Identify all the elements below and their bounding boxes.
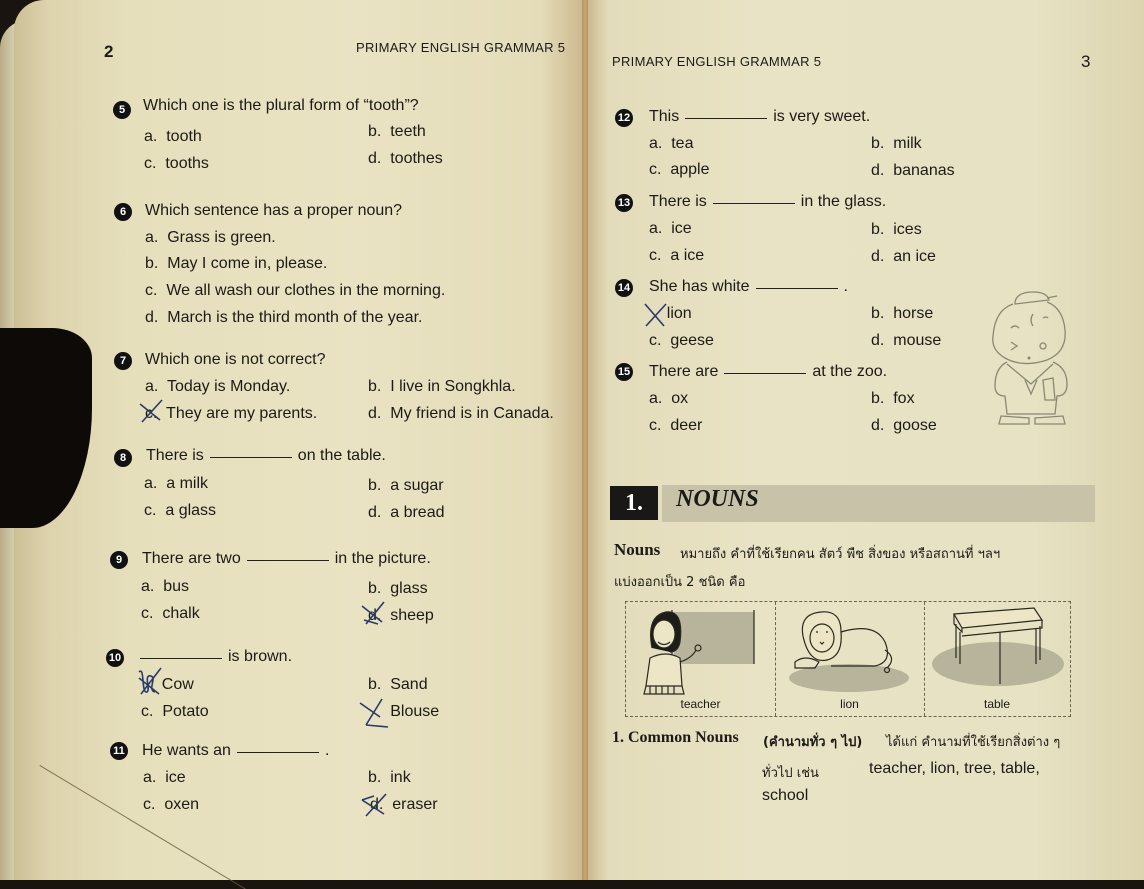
q5-option-d[interactable]: d. toothes <box>368 150 443 167</box>
intro-line-2: แบ่งออกเป็น 2 ชนิด คือ <box>614 575 746 590</box>
q15-option-b[interactable]: b. fox <box>871 390 915 407</box>
q14-option-b[interactable]: b. horse <box>871 305 934 322</box>
q7-option-b[interactable]: b. I live in Songkhla. <box>368 378 516 395</box>
question-number-badge: 10 <box>106 649 124 667</box>
q13-option-a[interactable]: a. ice <box>649 220 692 237</box>
common-nouns-examples-2: school <box>762 787 809 804</box>
running-head-left: PRIMARY ENGLISH GRAMMAR 5 <box>356 40 566 55</box>
q6-option-d[interactable]: d. March is the third month of the year. <box>145 309 423 326</box>
question-13-text: There is in the glass. <box>649 193 887 210</box>
question-12-text: This is very sweet. <box>649 108 871 125</box>
q8-option-a[interactable]: a. a milk <box>144 475 209 492</box>
noun-pictures-frame <box>625 601 1071 717</box>
q9-option-a[interactable]: a. bus <box>141 578 190 595</box>
q9-option-b[interactable]: b. glass <box>368 580 428 597</box>
q12-option-d[interactable]: d. bananas <box>871 162 955 179</box>
question-11-text: He wants an . <box>142 742 330 759</box>
q7-option-d[interactable]: d. My friend is in Canada. <box>368 405 554 422</box>
question-9-text: There are two in the picture. <box>142 550 431 567</box>
question-number-badge: 11 <box>110 742 128 760</box>
question-number-badge: 9 <box>110 551 128 569</box>
picture-lion <box>775 602 925 716</box>
page-number-right: 3 <box>1081 52 1091 71</box>
sailor-boy-illustration <box>985 288 1080 428</box>
question-8-text: There is on the table. <box>146 447 386 464</box>
q8-option-b[interactable]: b. a sugar <box>368 477 444 494</box>
q6-option-c[interactable]: c. We all wash our clothes in the morning. <box>145 282 446 299</box>
q8-option-c[interactable]: c. a glass <box>144 502 217 519</box>
question-number-badge: 7 <box>114 352 132 370</box>
q8-option-d[interactable]: d. a bread <box>368 504 445 521</box>
q14-option-d[interactable]: d. mouse <box>871 332 942 349</box>
q7-option-c[interactable]: c. They are my parents. <box>145 405 318 422</box>
q5-option-c[interactable]: c. tooths <box>144 155 209 172</box>
q14-option-c[interactable]: c. geese <box>649 332 714 349</box>
q10-option-b[interactable]: b. Sand <box>368 676 428 693</box>
q15-option-d[interactable]: d. goose <box>871 417 937 434</box>
common-nouns-desc: ได้แก่ คำนามที่ใช้เรียกสิ่งต่าง ๆ <box>886 735 1061 750</box>
intro-line-1: หมายถึง คำที่ใช้เรียกคน สัตว์ พืช สิ่งของ หรือสถานที่ ฯลฯ <box>680 547 1001 562</box>
q5-option-a[interactable]: a. tooth <box>144 128 202 145</box>
q10-option-a[interactable]: Cow <box>161 676 194 693</box>
q13-option-b[interactable]: b. ices <box>871 221 922 238</box>
question-number-badge: 5 <box>113 101 131 119</box>
q9-option-c[interactable]: c. chalk <box>141 605 200 622</box>
right-page <box>586 0 1144 880</box>
question-number-badge: 8 <box>114 449 132 467</box>
q15-option-c[interactable]: c. deer <box>649 417 703 434</box>
picture-label: lion <box>840 697 859 711</box>
question-number-badge: 14 <box>615 279 633 297</box>
question-15-text: There are at the zoo. <box>649 363 888 380</box>
q10-option-c[interactable]: c. Potato <box>141 703 209 720</box>
picture-label: teacher <box>680 697 721 711</box>
question-number-badge: 6 <box>114 203 132 221</box>
intro-term: Nouns <box>614 540 661 559</box>
common-nouns-examples: teacher, lion, tree, table, <box>869 760 1040 777</box>
section-title: NOUNS <box>676 486 759 512</box>
q13-option-d[interactable]: d. an ice <box>871 248 936 265</box>
picture-table <box>924 602 1070 716</box>
question-number-badge: 15 <box>615 363 633 381</box>
q12-option-a[interactable]: a. tea <box>649 135 694 152</box>
q10-option-d[interactable]: Blouse <box>390 703 440 720</box>
question-7-text: Which one is not correct? <box>145 351 326 368</box>
q12-option-b[interactable]: b. milk <box>871 135 922 152</box>
q9-option-d[interactable]: d. sheep <box>368 607 434 624</box>
q6-option-a[interactable]: a. Grass is green. <box>145 229 276 246</box>
q15-option-a[interactable]: a. ox <box>649 390 689 407</box>
running-head-right: PRIMARY ENGLISH GRAMMAR 5 <box>612 54 822 69</box>
question-5-text: Which one is the plural form of “tooth”? <box>143 97 419 114</box>
q5-option-b[interactable]: b. teeth <box>368 123 426 140</box>
q11-option-c[interactable]: c. oxen <box>143 796 200 813</box>
common-nouns-heading: 1. Common Nouns <box>612 729 739 746</box>
q14-option-a[interactable]: lion <box>666 305 692 322</box>
common-nouns-thai-gloss: (คำนามทั่ว ๆ ไป) <box>763 735 863 750</box>
common-nouns-desc-2: ทั่วไป เช่น <box>762 766 819 781</box>
q6-option-b[interactable]: b. May I come in, please. <box>145 255 328 272</box>
question-6-text: Which sentence has a proper noun? <box>145 202 403 219</box>
question-10-text: is brown. <box>140 648 292 666</box>
question-number-badge: 13 <box>615 194 633 212</box>
q11-option-d[interactable]: d. eraser <box>370 796 438 813</box>
book-gutter <box>582 0 588 880</box>
section-number: 1. <box>610 486 658 520</box>
page-number-left: 2 <box>104 42 114 61</box>
picture-teacher <box>626 602 776 716</box>
q11-option-a[interactable]: a. ice <box>143 769 186 786</box>
question-number-badge: 12 <box>615 109 633 127</box>
q12-option-c[interactable]: c. apple <box>649 161 710 178</box>
q7-option-a[interactable]: a. Today is Monday. <box>145 378 291 395</box>
question-14-text: She has white . <box>649 278 848 295</box>
q13-option-c[interactable]: c. a ice <box>649 247 705 264</box>
picture-label: table <box>983 697 1011 711</box>
q11-option-b[interactable]: b. ink <box>368 769 411 786</box>
